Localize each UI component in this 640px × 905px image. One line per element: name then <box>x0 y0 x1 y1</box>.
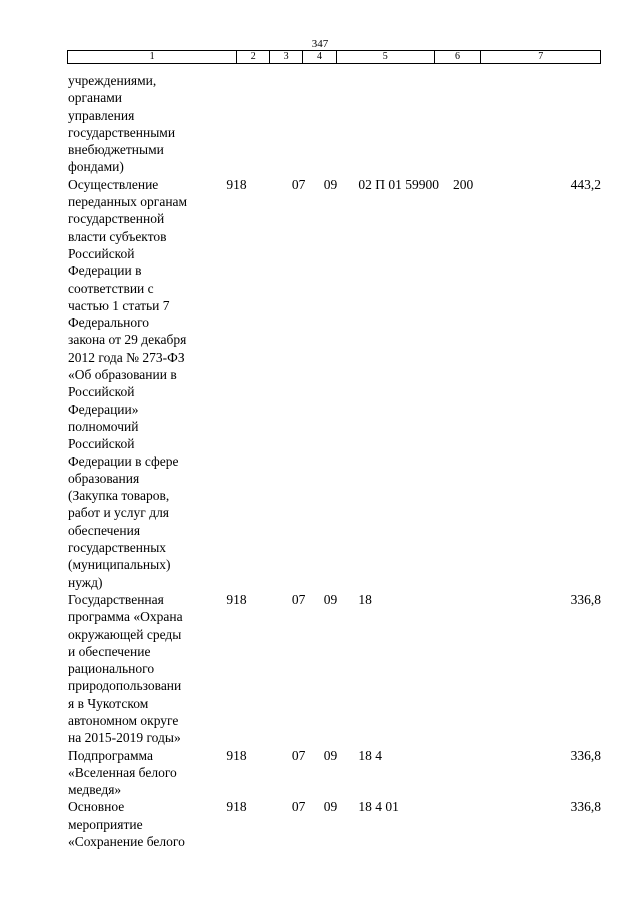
column-number-1: 1 <box>68 51 237 63</box>
table-row <box>67 747 601 799</box>
table-body <box>67 72 601 850</box>
row-sum: 336,8 <box>570 799 601 815</box>
column-number-7: 7 <box>538 51 544 62</box>
table-row <box>67 798 601 850</box>
column-number-2: 2 <box>237 51 270 63</box>
row-name: учреждениями, органами управления государственными внебюджетными фондами) <box>68 73 176 175</box>
column-number-6: 6 <box>435 51 482 63</box>
row-subsection-code: 09 <box>323 799 338 815</box>
row-subsection-code: 09 <box>323 747 338 763</box>
row-name: Подпрограмма «Вселенная белого медведя» <box>68 747 177 798</box>
row-sum <box>509 72 601 176</box>
row-sum: 336,8 <box>570 591 601 607</box>
row-ved-code: 918 <box>226 591 247 607</box>
row-section-code <box>292 72 324 176</box>
row-ved-code: 918 <box>226 747 247 763</box>
row-target-article-code: 18 4 01 <box>358 799 399 815</box>
row-subsection-code: 09 <box>323 591 338 607</box>
row-ved-code <box>226 72 292 176</box>
row-sum: 336,8 <box>570 747 601 763</box>
column-number-5: 5 <box>337 51 435 63</box>
row-subsection-code: 09 <box>323 176 338 192</box>
column-number-4: 4 <box>303 51 337 63</box>
table-row <box>67 176 601 591</box>
row-expense-type-code <box>453 798 509 850</box>
row-subsection-code <box>324 72 359 176</box>
row-ved-code: 918 <box>226 176 247 192</box>
table-row <box>67 591 601 747</box>
row-name: Осуществление переданных органам государственной власти субъектов Российской Федерации в соответствии с частью 1 статьи 7 Федерального закона от 29 декабря 2012 года № 273-ФЗ «Об образовании в Российской Федерации» полномочий Российской Федерации в сфере образования (Закупка товаров, работ и услуг для обеспечения государственных (муниципальных) нужд) <box>68 176 188 590</box>
page-number: 347 <box>311 38 329 50</box>
row-target-article-code <box>358 72 453 176</box>
row-name: Государственная программа «Охрана окружающей среды и обеспечение рационального природопользовани я в Чукотском автономном округе на 2015-2019 годы» <box>68 591 183 746</box>
table-row <box>67 72 601 176</box>
row-expense-type-code <box>453 747 509 799</box>
row-target-article-code: 18 4 <box>358 747 383 763</box>
row-section-code: 07 <box>291 747 306 763</box>
row-name: Основное мероприятие «Сохранение белого <box>68 799 185 850</box>
row-section-code: 07 <box>291 591 306 607</box>
row-ved-code: 918 <box>226 799 247 815</box>
row-expense-type-code: 200 <box>453 176 474 192</box>
column-number-3: 3 <box>270 51 303 63</box>
row-target-article-code: 18 <box>358 591 372 607</box>
row-section-code: 07 <box>291 176 306 192</box>
row-target-article-code: 02 П 01 59900 <box>358 176 440 192</box>
row-expense-type-code <box>453 72 509 176</box>
table-column-number-header <box>67 50 601 64</box>
row-section-code: 07 <box>291 799 306 815</box>
row-expense-type-code <box>453 591 509 747</box>
row-sum: 443,2 <box>570 176 601 192</box>
